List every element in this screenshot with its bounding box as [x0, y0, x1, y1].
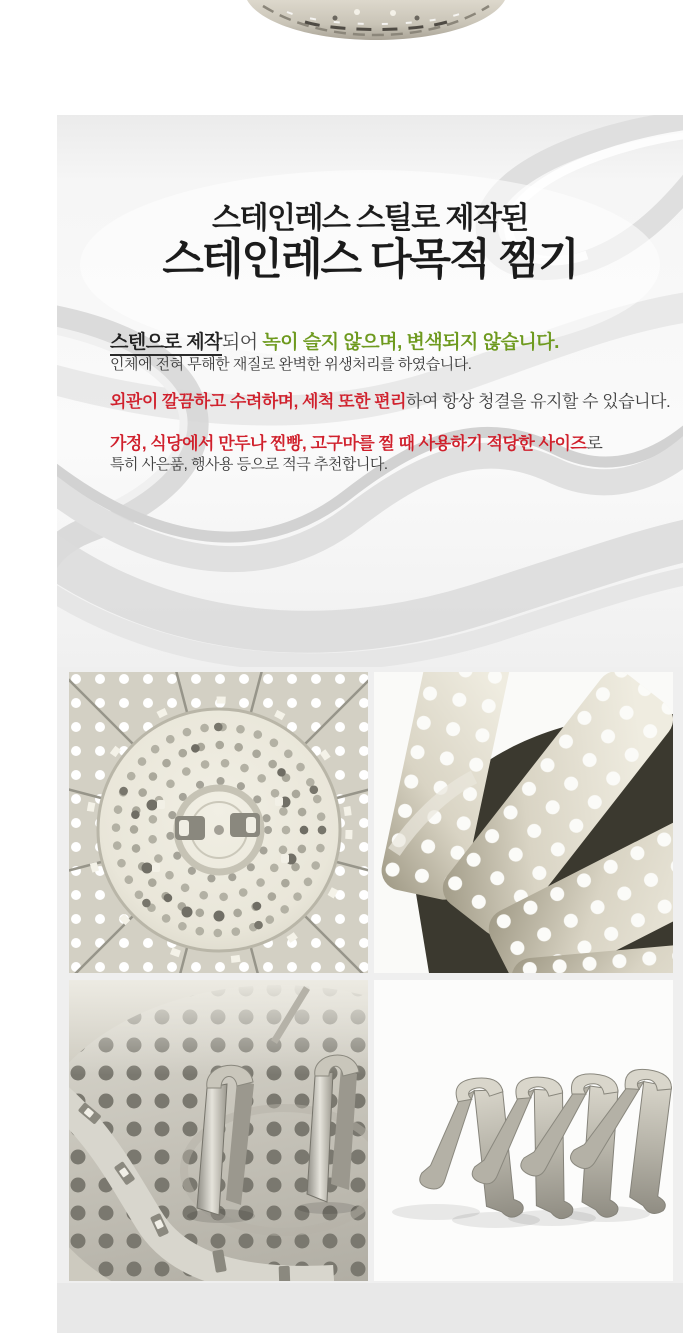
- feature-1-highlight: 녹이 슬지 않으며, 변색되지 않습니다.: [262, 332, 559, 353]
- feature-3-highlight: 가정, 식당에서 만두나 찐빵, 고구마를 찔 때 사용하기 적당한 사이즈: [110, 434, 587, 453]
- feature-line-2: [110, 387, 670, 412]
- steamer-bottom-arc-graphic: [247, 0, 505, 46]
- feature-line-3-sub: 특히 사은품, 행사용 등으로 적극 추천합니다.: [110, 456, 388, 473]
- content-column: [57, 0, 683, 1336]
- feature-line-1: [110, 327, 559, 354]
- steamer-petals-closeup: [374, 672, 673, 973]
- feature-line-3: [110, 429, 602, 454]
- feature-1-lead: 스텐으로 제작: [110, 332, 222, 356]
- feature-1-join: 되어: [221, 332, 263, 353]
- product-title-main: 스테인레스 다목적 찜기: [162, 236, 578, 284]
- steamer-bottom-arc-photo: [57, 0, 683, 115]
- feature-2-rest: 하여 항상 청결을 유지할 수 있습니다.: [406, 392, 671, 411]
- steamer-underside-legs: [69, 980, 368, 1281]
- steamer-leg-clips: [374, 980, 673, 1281]
- steamer-inside-top-view: [69, 672, 368, 973]
- feature-3-rest: 로: [586, 434, 603, 453]
- footer-band: [57, 1283, 683, 1333]
- photo-gallery: [57, 667, 683, 1283]
- feature-2-highlight: 외관이 깔끔하고 수려하며, 세척 또한 편리: [110, 392, 407, 411]
- product-title-sub: 스테인레스 스틸로 제작된: [212, 202, 528, 235]
- feature-line-1-sub: 인체에 전혀 무해한 재질로 완벽한 위생처리를 하였습니다.: [110, 356, 472, 373]
